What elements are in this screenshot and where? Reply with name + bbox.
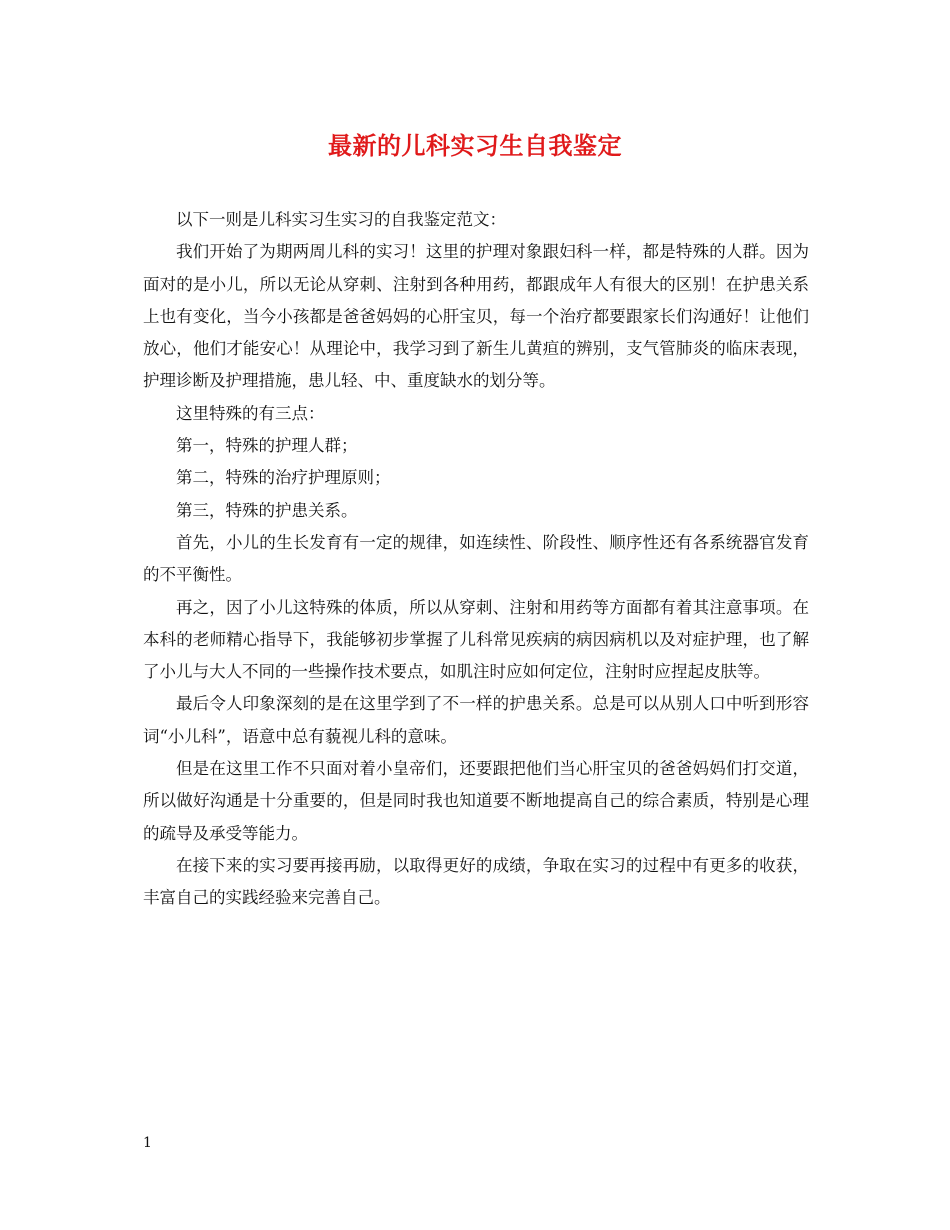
paragraph-three-points: 这里特殊的有三点： — [176, 403, 325, 423]
page-number: 1 — [143, 1135, 152, 1151]
paragraph-point-two: 第二，特殊的治疗护理原则； — [176, 468, 391, 488]
paragraph-conclusion: 在接下来的实习要再接再励，以取得更好的成绩，争取在实习的过程中有更多的收获，丰富自己的实践经验来完善自己。 — [143, 855, 809, 908]
document-title: 最新的儿科实习生自我鉴定 — [328, 131, 622, 160]
paragraph-communication: 但是在这里工作不只面对着小皇帝们，还要跟把他们当心肝宝贝的爸爸妈妈们打交道，所以做好沟通是十分重要的，但是同时我也知道要不断地提高自己的综合素质，特别是心理的疏导及承受等能力。 — [143, 759, 809, 843]
document-body — [143, 204, 809, 915]
paragraph-point-one: 第一，特殊的护理人群； — [176, 436, 358, 456]
paragraph-point-three: 第三，特殊的护患关系。 — [176, 500, 358, 520]
paragraph-second: 再之，因了小儿这特殊的体质，所以从穿刺、注射和用药等方面都有着其注意事项。在本科的老师精心指导下，我能够初步掌握了儿科常见疾病的病因病机以及对症护理，也了解了小儿与大人不同的一些操作技术要点，如肌注时应如何定位，注射时应捏起皮肤等。 — [143, 597, 809, 682]
paragraph-overview: 我们开始了为期两周儿科的实习！这里的护理对象跟妇科一样，都是特殊的人群。因为面对的是小儿，所以无论从穿刺、注射到各种用药，都跟成年人有很大的区别！在护患关系上也有变化，当今小孩都是爸爸妈妈的心肝宝贝，每一个治疗都要跟家长们沟通好！让他们放心，他们才能安心！从理论中，我学习到了新生儿黄疸的辨别，支气管肺炎的临床表现，护理诊断及护理措施，患儿轻、中、重度缺水的划分等。 — [143, 242, 809, 391]
paragraph-last: 最后令人印象深刻的是在这里学到了不一样的护患关系。总是可以从别人口中听到形容词“小儿科”，语意中总有藐视儿科的意味。 — [143, 694, 809, 746]
paragraph-intro: 以下一则是儿科实习生实习的自我鉴定范文： — [176, 210, 506, 229]
paragraph-first: 首先，小儿的生长发育有一定的规律，如连续性、阶段性、顺序性还有各系统器官发育的不平衡性。 — [143, 532, 809, 585]
